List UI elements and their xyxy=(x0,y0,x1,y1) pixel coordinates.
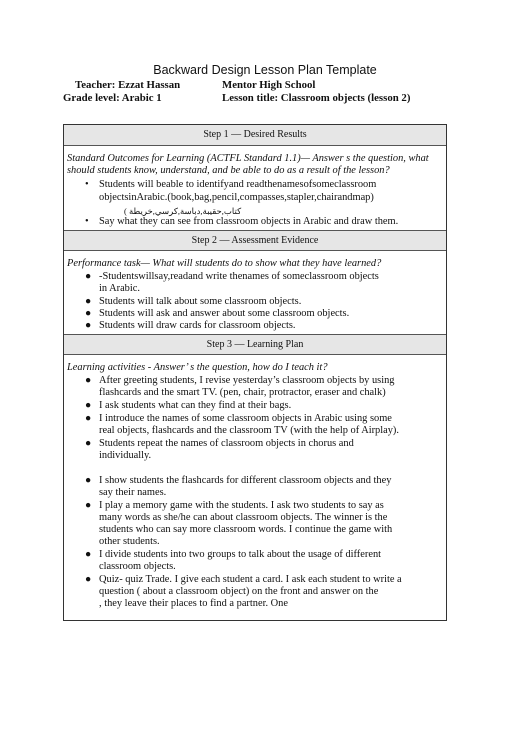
step3-item5-line2: say their names. xyxy=(99,487,167,498)
bullet-icon: • xyxy=(85,216,89,227)
step3-bullet-8 xyxy=(85,574,91,587)
bullet-icon: ● xyxy=(85,500,92,511)
bullet-icon: ● xyxy=(85,320,92,331)
step1-bullet-2 xyxy=(85,216,89,229)
step3-item2: I ask students what can they find at their bags. xyxy=(99,400,292,411)
bullet-icon: ● xyxy=(85,549,92,560)
bullet-icon: ● xyxy=(85,475,92,486)
document-title: Backward Design Lesson Plan Template xyxy=(153,63,377,77)
step3-bullet-4 xyxy=(85,438,91,451)
step3-item8-line1: Quiz- quiz Trade. I give each student a card. I ask each student to write a xyxy=(99,574,402,585)
step3-item3-line2: real objects, flashcards and the classroom TV (with the help of Airplay). xyxy=(99,425,399,436)
step2-bullet-1 xyxy=(85,271,91,284)
step3-item6-line4: other students. xyxy=(99,536,160,547)
step1-item1-line2: objectsinArabic.(book,bag,pencil,compasses,stapler,chairandmap) xyxy=(99,192,374,203)
lesson-plan-table xyxy=(63,124,447,621)
step3-item6-line3: students who can say more classroom words. I continue the game with xyxy=(99,524,393,535)
step3-header: Step 3 — Learning Plan xyxy=(64,334,446,355)
step3-bullet-6 xyxy=(85,500,91,513)
school-label: Mentor High School xyxy=(222,79,316,91)
step3-item1-line1: After greeting students, I revise yesterday’s classroom objects by using xyxy=(99,375,395,386)
step1-bullet-1 xyxy=(85,179,89,192)
step3-bullet-2 xyxy=(85,400,91,413)
step3-item7-line2: classroom objects. xyxy=(99,561,176,572)
step3-bullet-3 xyxy=(85,413,91,426)
step3-bullet-5 xyxy=(85,475,91,488)
step2-item2: Students will talk about some classroom objects. xyxy=(99,296,302,307)
step1-prompt-line2: should students know, understand, and be able to do as a result of the lesson? xyxy=(67,165,390,176)
step3-item4-line2: individually. xyxy=(99,450,152,461)
bullet-icon: ● xyxy=(85,308,92,319)
step3-item4-line1: Students repeat the names of classroom objects in chorus and xyxy=(99,438,354,449)
step1-item1-arabic: ( كتاب,حقيبة,دباسة,كرسي,خريطة xyxy=(124,206,242,216)
step2-item3: Students will ask and answer about some classroom objects. xyxy=(99,308,350,319)
step3-bullet-1 xyxy=(85,375,91,388)
bullet-icon: • xyxy=(85,179,89,190)
bullet-icon: ● xyxy=(85,375,92,386)
step2-header: Step 2 — Assessment Evidence xyxy=(64,230,446,251)
step3-item8-line2: question ( about a classroom object) on the front and answer on the xyxy=(99,586,379,597)
step1-prompt-line1: Standard Outcomes for Learning (ACTFL Standard 1.1)— Answer s the question, what xyxy=(67,153,429,164)
step2-bullet-4 xyxy=(85,320,91,333)
step3-prompt: Learning activities - Answer’ s the question, how do I teach it? xyxy=(67,362,328,373)
step3-item3-line1: I introduce the names of some classroom objects in Arabic using some xyxy=(99,413,392,424)
bullet-icon: ● xyxy=(85,413,92,424)
bullet-icon: ● xyxy=(85,296,92,307)
bullet-icon: ● xyxy=(85,574,92,585)
step3-bullet-7 xyxy=(85,549,91,562)
step3-item7-line1: I divide students into two groups to talk about the usage of different xyxy=(99,549,382,560)
step2-bullet-3 xyxy=(85,308,91,321)
step3-item6-line1: I play a memory game with the students. I ask two students to say as xyxy=(99,500,384,511)
step2-item4: Students will draw cards for classroom objects. xyxy=(99,320,296,331)
teacher-label: Teacher: Ezzat Hassan xyxy=(75,79,181,91)
step1-item2: Say what they can see from classroom objects in Arabic and draw them. xyxy=(99,216,399,227)
step3-item1-line2: flashcards and the smart TV. (pen, chair, protractor, eraser and chalk) xyxy=(99,387,386,398)
step1-header: Step 1 — Desired Results xyxy=(64,125,446,146)
step3-item5-line1: I show students the flashcards for different classroom objects and they xyxy=(99,475,392,486)
grade-label: Grade level: Arabic 1 xyxy=(63,92,162,104)
step2-bullet-2 xyxy=(85,296,91,309)
step3-item8-line3: , they leave their places to find a partner. One xyxy=(99,598,288,609)
step2-item1-line2: in Arabic. xyxy=(99,283,140,294)
bullet-icon: ● xyxy=(85,438,92,449)
step1-item1-line1: Students will beable to identifyand readthenamesofsomeclassroom xyxy=(99,179,377,190)
step3-item6-line2: many words as she/he can about classroom objects. The winner is the xyxy=(99,512,388,523)
step2-prompt: Performance task— What will students do to show what they have learned? xyxy=(67,258,382,269)
lesson-title-label: Lesson title: Classroom objects (lesson 2) xyxy=(222,92,411,104)
step2-item1-line1: -Studentswillsay,readand write thenames of someclassroom objects xyxy=(99,271,379,282)
bullet-icon: ● xyxy=(85,400,92,411)
bullet-icon: ● xyxy=(85,271,92,282)
